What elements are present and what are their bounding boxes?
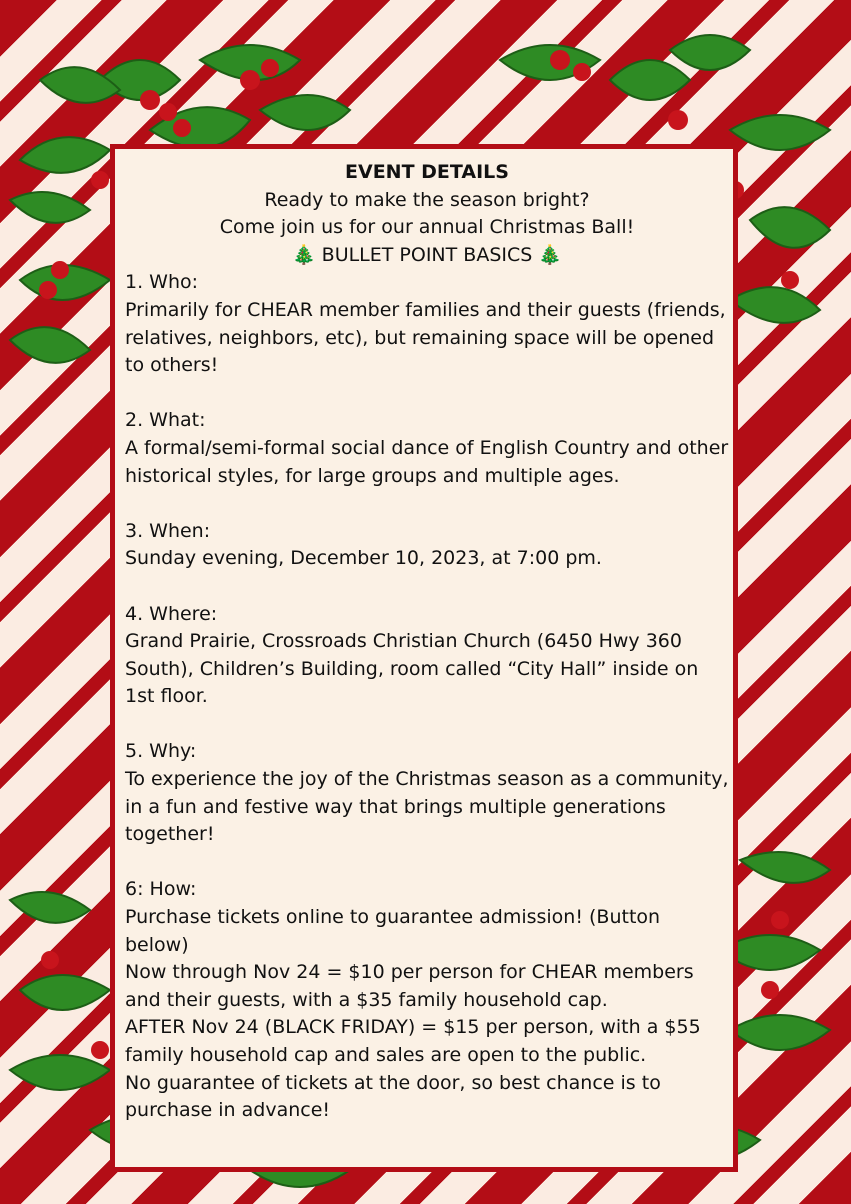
how-line-4: No guarantee of tickets at the door, so best chance is to purchase in advance! <box>125 1071 661 1122</box>
bullet-title: BULLET POINT BASICS <box>321 243 533 266</box>
why-label: 5. Why: <box>125 740 197 763</box>
why-text: To experience the joy of the Christmas season as a community, in a fun and festive way that brings multiple generations together! <box>125 768 729 846</box>
event-details-content <box>125 159 729 1125</box>
how-label: 6: How: <box>125 878 197 901</box>
where-text: Grand Prairie, Crossroads Christian Church (6450 Hwy 360 South), Children’s Building, room called “City Hall” inside on 1st floor. <box>125 630 699 708</box>
what-text: A formal/semi-formal social dance of English Country and other historical styles, for large groups and multiple ages. <box>125 436 729 487</box>
intro-line-1: Ready to make the season bright? <box>264 188 590 211</box>
when-text: Sunday evening, December 10, 2023, at 7:00 pm. <box>125 547 602 570</box>
intro-line-2: Come join us for our annual Christmas Ball! <box>219 216 635 239</box>
who-label: 1. Who: <box>125 271 199 294</box>
how-line-1: Purchase tickets online to guarantee admission! (Button below) <box>125 906 661 956</box>
when-label: 3. When: <box>125 519 211 542</box>
tree-icon: 🎄 <box>291 243 316 266</box>
what-label: 2. What: <box>125 409 206 432</box>
bullet-heading <box>125 242 729 270</box>
how-line-3: AFTER Nov 24 (BLACK FRIDAY) = $15 per person, with a $55 family household cap and sales are open to the public. <box>125 1016 701 1066</box>
who-text: Primarily for CHEAR member families and their guests (friends, relatives, neighbors, etc), but remaining space will be opened to others! <box>125 298 726 377</box>
where-label: 4. Where: <box>125 602 218 625</box>
how-line-2: Now through Nov 24 = $10 per person for CHEAR members and their guests, with a $35 family household cap. <box>125 961 694 1011</box>
event-details-card <box>110 144 738 1172</box>
event-title: EVENT DETAILS <box>345 161 509 183</box>
tree-icon: 🎄 <box>538 243 563 266</box>
